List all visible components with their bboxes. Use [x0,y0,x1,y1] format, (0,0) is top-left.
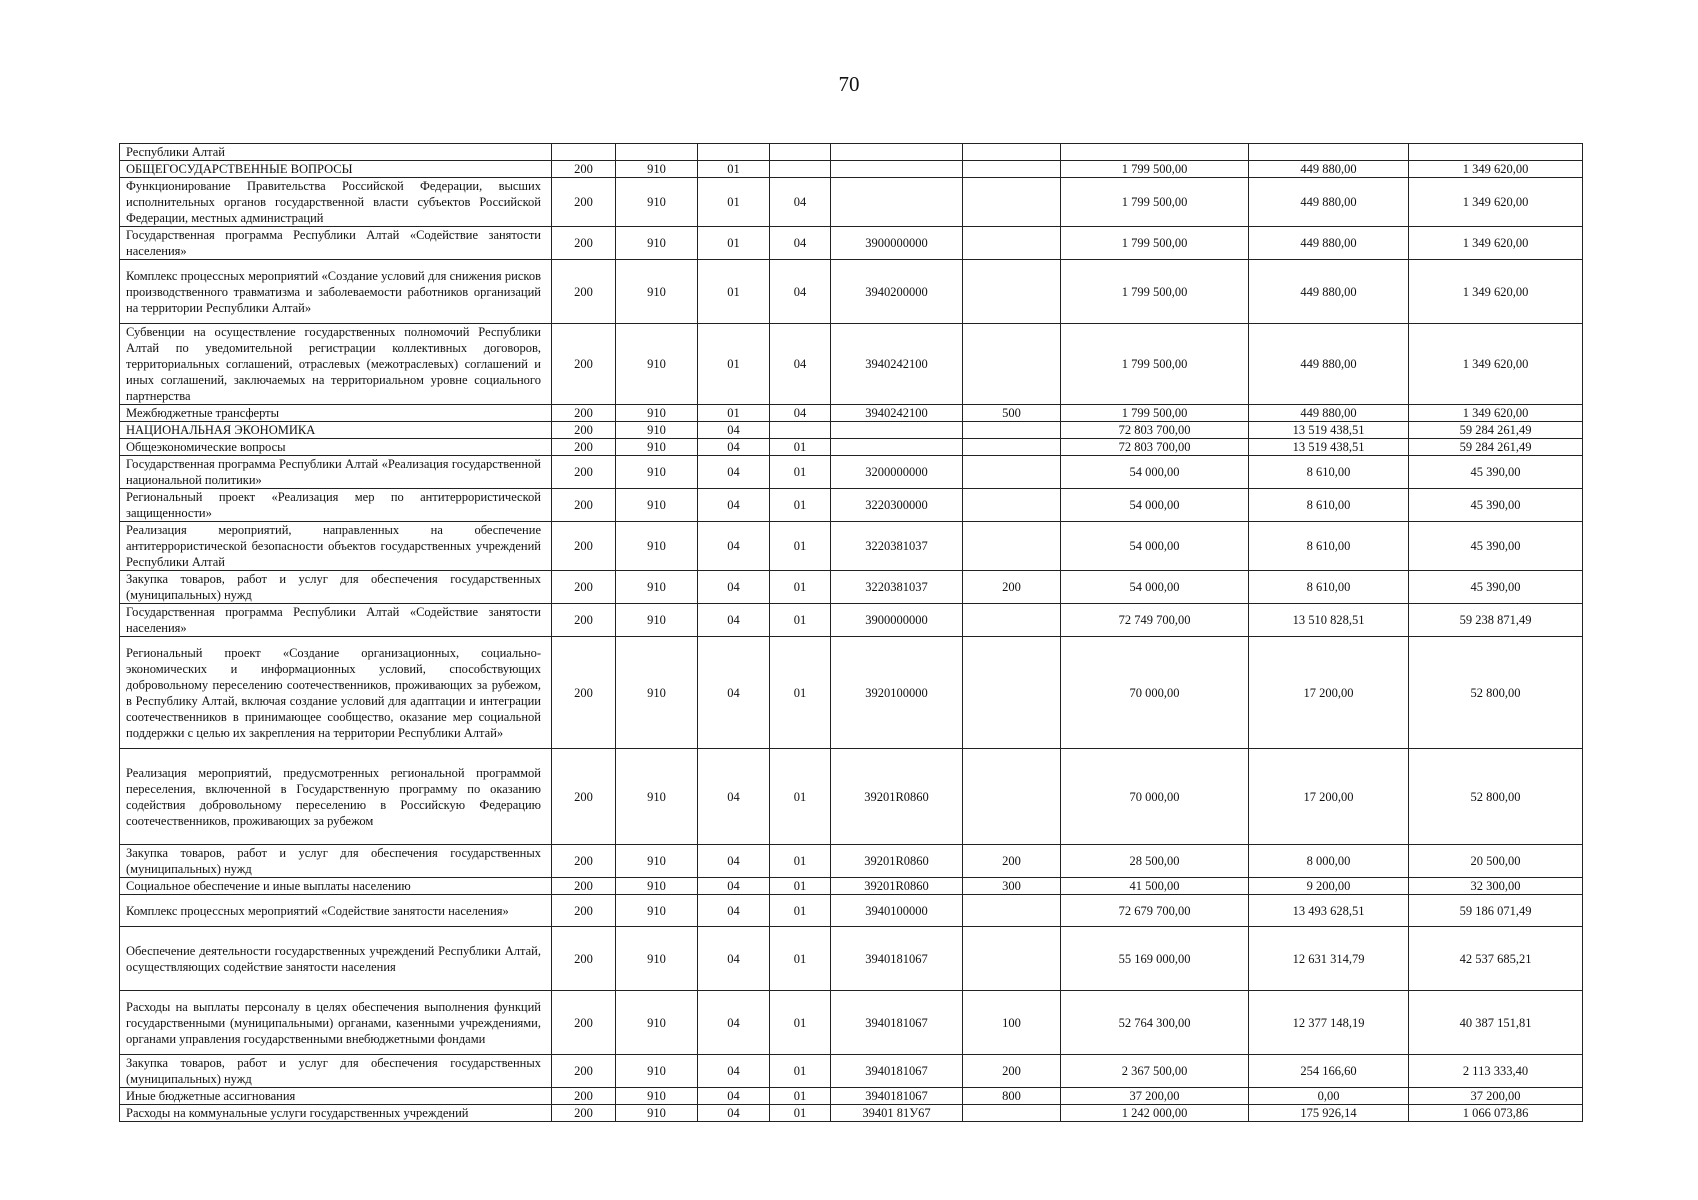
department-code-cell: 910 [616,878,698,895]
federal-amount-cell: 8 610,00 [1249,522,1409,571]
total-amount-cell: 52 764 300,00 [1061,991,1249,1055]
total-amount-cell: 1 799 500,00 [1061,178,1249,227]
total-amount-cell: 1 799 500,00 [1061,324,1249,405]
expense-type-cell [963,260,1061,324]
admin-code-cell: 200 [552,161,616,178]
total-amount-cell: 54 000,00 [1061,522,1249,571]
regional-amount-cell: 1 066 073,86 [1409,1105,1583,1122]
row-name-cell: Межбюджетные трансферты [120,405,552,422]
admin-code-cell: 200 [552,845,616,878]
department-code-cell: 910 [616,324,698,405]
subsection-code-cell: 01 [770,749,831,845]
target-article-cell [831,422,963,439]
admin-code-cell: 200 [552,604,616,637]
federal-amount-cell: 254 166,60 [1249,1055,1409,1088]
table-row [120,260,1583,324]
expense-type-cell [963,439,1061,456]
regional-amount-cell: 45 390,00 [1409,456,1583,489]
target-article-cell: 3900000000 [831,604,963,637]
row-name-cell: Иные бюджетные ассигнования [120,1088,552,1105]
department-code-cell: 910 [616,637,698,749]
federal-amount-cell: 13 510 828,51 [1249,604,1409,637]
federal-amount-cell: 12 631 314,79 [1249,927,1409,991]
regional-amount-cell: 37 200,00 [1409,1088,1583,1105]
subsection-code-cell: 01 [770,439,831,456]
department-code-cell: 910 [616,489,698,522]
expense-type-cell: 200 [963,1055,1061,1088]
regional-amount-cell: 45 390,00 [1409,571,1583,604]
expense-type-cell [963,227,1061,260]
target-article-cell [831,161,963,178]
admin-code-cell: 200 [552,878,616,895]
total-amount-cell: 1 799 500,00 [1061,161,1249,178]
total-amount-cell: 72 803 700,00 [1061,439,1249,456]
target-article-cell: 3940181067 [831,991,963,1055]
regional-amount-cell: 45 390,00 [1409,522,1583,571]
subsection-code-cell: 01 [770,637,831,749]
section-code-cell: 04 [698,571,770,604]
table-row [120,895,1583,927]
table-row [120,456,1583,489]
target-article-cell: 3220300000 [831,489,963,522]
total-amount-cell: 70 000,00 [1061,749,1249,845]
row-name-cell: Государственная программа Республики Алтай «Содействие занятости населения» [120,227,552,260]
subsection-code-cell [770,144,831,161]
federal-amount-cell: 8 000,00 [1249,845,1409,878]
target-article-cell: 39201R0860 [831,878,963,895]
section-code-cell: 04 [698,489,770,522]
section-code-cell: 04 [698,604,770,637]
table-row [120,637,1583,749]
target-article-cell: 3940181067 [831,1055,963,1088]
regional-amount-cell: 52 800,00 [1409,749,1583,845]
regional-amount-cell: 59 186 071,49 [1409,895,1583,927]
table-row [120,144,1583,161]
federal-amount-cell: 8 610,00 [1249,489,1409,522]
total-amount-cell: 37 200,00 [1061,1088,1249,1105]
section-code-cell: 04 [698,845,770,878]
subsection-code-cell: 01 [770,522,831,571]
target-article-cell: 3220381037 [831,571,963,604]
row-name-cell: Закупка товаров, работ и услуг для обеспечения государственных (муниципальных) нужд [120,571,552,604]
row-name-cell: Реализация мероприятий, предусмотренных региональной программой переселения, включенной в Государственную программу по оказанию содействия добровольному переселению в Российскую Федерацию соотечественников, проживающих за рубежом [120,749,552,845]
department-code-cell: 910 [616,227,698,260]
row-name-cell: Закупка товаров, работ и услуг для обеспечения государственных (муниципальных) нужд [120,845,552,878]
total-amount-cell: 1 799 500,00 [1061,405,1249,422]
federal-amount-cell: 449 880,00 [1249,161,1409,178]
department-code-cell: 910 [616,1088,698,1105]
expense-type-cell: 200 [963,571,1061,604]
target-article-cell: 3940242100 [831,324,963,405]
row-name-cell: Региональный проект «Создание организационных, социально-экономических и информационных условий, способствующих добровольному переселению соотечественников, проживающих за рубежом, в Республику Алтай, включая создание условий для адаптации и интеграции соотечественников в принимающее сообщество, оказание мер социальной поддержки с целью их закрепления на территории Республики Алтай» [120,637,552,749]
table-row [120,178,1583,227]
federal-amount-cell: 0,00 [1249,1088,1409,1105]
target-article-cell: 39201R0860 [831,749,963,845]
row-name-cell: НАЦИОНАЛЬНАЯ ЭКОНОМИКА [120,422,552,439]
target-article-cell: 3200000000 [831,456,963,489]
federal-amount-cell: 13 493 628,51 [1249,895,1409,927]
table-row [120,227,1583,260]
row-name-cell: Комплекс процессных мероприятий «Создание условий для снижения рисков производственного травматизма и заболеваемости работников организаций на территории Республики Алтай» [120,260,552,324]
admin-code-cell: 200 [552,749,616,845]
federal-amount-cell: 449 880,00 [1249,260,1409,324]
federal-amount-cell: 17 200,00 [1249,749,1409,845]
table-row [120,405,1583,422]
department-code-cell: 910 [616,845,698,878]
department-code-cell: 910 [616,604,698,637]
target-article-cell: 3940200000 [831,260,963,324]
table-row [120,1088,1583,1105]
department-code-cell: 910 [616,991,698,1055]
federal-amount-cell: 9 200,00 [1249,878,1409,895]
federal-amount-cell: 13 519 438,51 [1249,439,1409,456]
section-code-cell: 01 [698,405,770,422]
regional-amount-cell: 1 349 620,00 [1409,161,1583,178]
page-number: 70 [838,72,860,96]
subsection-code-cell: 04 [770,324,831,405]
target-article-cell [831,144,963,161]
section-code-cell: 01 [698,178,770,227]
department-code-cell: 910 [616,456,698,489]
expense-type-cell [963,178,1061,227]
total-amount-cell: 70 000,00 [1061,637,1249,749]
department-code-cell: 910 [616,895,698,927]
total-amount-cell: 72 749 700,00 [1061,604,1249,637]
subsection-code-cell: 01 [770,895,831,927]
total-amount-cell: 1 799 500,00 [1061,227,1249,260]
subsection-code-cell: 04 [770,227,831,260]
federal-amount-cell: 12 377 148,19 [1249,991,1409,1055]
department-code-cell: 910 [616,422,698,439]
row-name-cell: Закупка товаров, работ и услуг для обеспечения государственных (муниципальных) нужд [120,1055,552,1088]
subsection-code-cell: 01 [770,456,831,489]
row-name-cell: Функционирование Правительства Российской Федерации, высших исполнительных органов государственной власти субъектов Российской Федерации, местных администраций [120,178,552,227]
expense-type-cell [963,895,1061,927]
federal-amount-cell: 8 610,00 [1249,456,1409,489]
section-code-cell [698,144,770,161]
federal-amount-cell [1249,144,1409,161]
total-amount-cell: 28 500,00 [1061,845,1249,878]
table-row [120,878,1583,895]
target-article-cell: 3940181067 [831,927,963,991]
section-code-cell: 04 [698,1055,770,1088]
section-code-cell: 04 [698,439,770,456]
total-amount-cell [1061,144,1249,161]
row-name-cell: Региональный проект «Реализация мер по антитеррористической защищенности» [120,489,552,522]
admin-code-cell: 200 [552,637,616,749]
total-amount-cell: 2 367 500,00 [1061,1055,1249,1088]
target-article-cell: 39401 81У67 [831,1105,963,1122]
total-amount-cell: 55 169 000,00 [1061,927,1249,991]
admin-code-cell: 200 [552,1088,616,1105]
target-article-cell [831,178,963,227]
subsection-code-cell: 01 [770,878,831,895]
total-amount-cell: 1 242 000,00 [1061,1105,1249,1122]
budget-table [119,143,1583,1122]
subsection-code-cell: 04 [770,260,831,324]
row-name-cell: Республики Алтай [120,144,552,161]
subsection-code-cell: 01 [770,1088,831,1105]
regional-amount-cell: 59 284 261,49 [1409,439,1583,456]
table-row [120,845,1583,878]
admin-code-cell: 200 [552,456,616,489]
section-code-cell: 04 [698,878,770,895]
row-name-cell: Обеспечение деятельности государственных учреждений Республики Алтай, осуществляющих содействие занятости населения [120,927,552,991]
department-code-cell: 910 [616,522,698,571]
target-article-cell: 3940100000 [831,895,963,927]
admin-code-cell: 200 [552,895,616,927]
expense-type-cell [963,456,1061,489]
federal-amount-cell: 175 926,14 [1249,1105,1409,1122]
expense-type-cell [963,749,1061,845]
total-amount-cell: 1 799 500,00 [1061,260,1249,324]
total-amount-cell: 41 500,00 [1061,878,1249,895]
table-row [120,604,1583,637]
table-row [120,489,1583,522]
admin-code-cell: 200 [552,405,616,422]
department-code-cell [616,144,698,161]
expense-type-cell: 800 [963,1088,1061,1105]
admin-code-cell: 200 [552,489,616,522]
regional-amount-cell: 40 387 151,81 [1409,991,1583,1055]
section-code-cell: 04 [698,927,770,991]
total-amount-cell: 54 000,00 [1061,456,1249,489]
target-article-cell: 3920100000 [831,637,963,749]
total-amount-cell: 72 679 700,00 [1061,895,1249,927]
department-code-cell: 910 [616,178,698,227]
regional-amount-cell [1409,144,1583,161]
admin-code-cell: 200 [552,1105,616,1122]
expense-type-cell [963,604,1061,637]
department-code-cell: 910 [616,749,698,845]
expense-type-cell: 100 [963,991,1061,1055]
federal-amount-cell: 17 200,00 [1249,637,1409,749]
regional-amount-cell: 1 349 620,00 [1409,324,1583,405]
table-row [120,927,1583,991]
department-code-cell: 910 [616,439,698,456]
total-amount-cell: 54 000,00 [1061,489,1249,522]
regional-amount-cell: 1 349 620,00 [1409,227,1583,260]
section-code-cell: 01 [698,260,770,324]
table-row [120,439,1583,456]
row-name-cell: Государственная программа Республики Алтай «Реализация государственной национальной политики» [120,456,552,489]
regional-amount-cell: 1 349 620,00 [1409,178,1583,227]
total-amount-cell: 54 000,00 [1061,571,1249,604]
regional-amount-cell: 52 800,00 [1409,637,1583,749]
admin-code-cell: 200 [552,927,616,991]
table-row [120,324,1583,405]
subsection-code-cell: 01 [770,1105,831,1122]
section-code-cell: 04 [698,1105,770,1122]
expense-type-cell [963,144,1061,161]
subsection-code-cell: 01 [770,1055,831,1088]
subsection-code-cell: 01 [770,489,831,522]
row-name-cell: ОБЩЕГОСУДАРСТВЕННЫЕ ВОПРОСЫ [120,161,552,178]
total-amount-cell: 72 803 700,00 [1061,422,1249,439]
subsection-code-cell: 01 [770,845,831,878]
admin-code-cell: 200 [552,1055,616,1088]
section-code-cell: 04 [698,456,770,489]
row-name-cell: Расходы на выплаты персоналу в целях обеспечения выполнения функций государственными (муниципальными) органами, казенными учреждениями, органами управления государственными внебюджетными фондами [120,991,552,1055]
department-code-cell: 910 [616,260,698,324]
department-code-cell: 910 [616,1105,698,1122]
row-name-cell: Расходы на коммунальные услуги государственных учреждений [120,1105,552,1122]
row-name-cell: Государственная программа Республики Алтай «Содействие занятости населения» [120,604,552,637]
expense-type-cell [963,489,1061,522]
admin-code-cell: 200 [552,260,616,324]
section-code-cell: 04 [698,895,770,927]
table-row [120,1055,1583,1088]
target-article-cell [831,439,963,456]
expense-type-cell: 500 [963,405,1061,422]
department-code-cell: 910 [616,571,698,604]
table-row [120,991,1583,1055]
federal-amount-cell: 13 519 438,51 [1249,422,1409,439]
table-row [120,422,1583,439]
table-row [120,161,1583,178]
admin-code-cell: 200 [552,571,616,604]
expense-type-cell [963,422,1061,439]
regional-amount-cell: 1 349 620,00 [1409,405,1583,422]
row-name-cell: Социальное обеспечение и иные выплаты населению [120,878,552,895]
expense-type-cell: 300 [963,878,1061,895]
department-code-cell: 910 [616,161,698,178]
table-row [120,571,1583,604]
section-code-cell: 04 [698,749,770,845]
row-name-cell: Общеэкономические вопросы [120,439,552,456]
budget-table-body [120,144,1583,1122]
federal-amount-cell: 8 610,00 [1249,571,1409,604]
department-code-cell: 910 [616,405,698,422]
expense-type-cell [963,637,1061,749]
admin-code-cell: 200 [552,522,616,571]
subsection-code-cell [770,161,831,178]
federal-amount-cell: 449 880,00 [1249,324,1409,405]
federal-amount-cell: 449 880,00 [1249,178,1409,227]
admin-code-cell: 200 [552,178,616,227]
admin-code-cell: 200 [552,422,616,439]
expense-type-cell [963,161,1061,178]
expense-type-cell [963,927,1061,991]
section-code-cell: 04 [698,1088,770,1105]
admin-code-cell: 200 [552,324,616,405]
row-name-cell: Комплекс процессных мероприятий «Содействие занятости населения» [120,895,552,927]
admin-code-cell: 200 [552,991,616,1055]
regional-amount-cell: 45 390,00 [1409,489,1583,522]
section-code-cell: 01 [698,161,770,178]
section-code-cell: 04 [698,422,770,439]
admin-code-cell: 200 [552,439,616,456]
row-name-cell: Субвенции на осуществление государственных полномочий Республики Алтай по уведомительной регистрации коллективных договоров, территориальных соглашений, отраслевых (межотраслевых) соглашений и иных соглашений, заключаемых на территориальном уровне социального партнерства [120,324,552,405]
section-code-cell: 01 [698,324,770,405]
subsection-code-cell: 01 [770,571,831,604]
target-article-cell: 39201R0860 [831,845,963,878]
subsection-code-cell [770,422,831,439]
table-row [120,1105,1583,1122]
table-row [120,749,1583,845]
department-code-cell: 910 [616,927,698,991]
federal-amount-cell: 449 880,00 [1249,405,1409,422]
target-article-cell: 3940181067 [831,1088,963,1105]
subsection-code-cell: 04 [770,405,831,422]
target-article-cell: 3900000000 [831,227,963,260]
expense-type-cell: 200 [963,845,1061,878]
admin-code-cell [552,144,616,161]
regional-amount-cell: 2 113 333,40 [1409,1055,1583,1088]
regional-amount-cell: 32 300,00 [1409,878,1583,895]
regional-amount-cell: 20 500,00 [1409,845,1583,878]
row-name-cell: Реализация мероприятий, направленных на обеспечение антитеррористической безопасности объектов государственных учреждений Республики Алтай [120,522,552,571]
section-code-cell: 04 [698,522,770,571]
subsection-code-cell: 01 [770,604,831,637]
table-row [120,522,1583,571]
subsection-code-cell: 04 [770,178,831,227]
regional-amount-cell: 59 284 261,49 [1409,422,1583,439]
regional-amount-cell: 59 238 871,49 [1409,604,1583,637]
regional-amount-cell: 1 349 620,00 [1409,260,1583,324]
admin-code-cell: 200 [552,227,616,260]
subsection-code-cell: 01 [770,991,831,1055]
section-code-cell: 04 [698,637,770,749]
target-article-cell: 3220381037 [831,522,963,571]
section-code-cell: 01 [698,227,770,260]
department-code-cell: 910 [616,1055,698,1088]
expense-type-cell [963,1105,1061,1122]
target-article-cell: 3940242100 [831,405,963,422]
regional-amount-cell: 42 537 685,21 [1409,927,1583,991]
expense-type-cell [963,522,1061,571]
federal-amount-cell: 449 880,00 [1249,227,1409,260]
expense-type-cell [963,324,1061,405]
section-code-cell: 04 [698,991,770,1055]
subsection-code-cell: 01 [770,927,831,991]
